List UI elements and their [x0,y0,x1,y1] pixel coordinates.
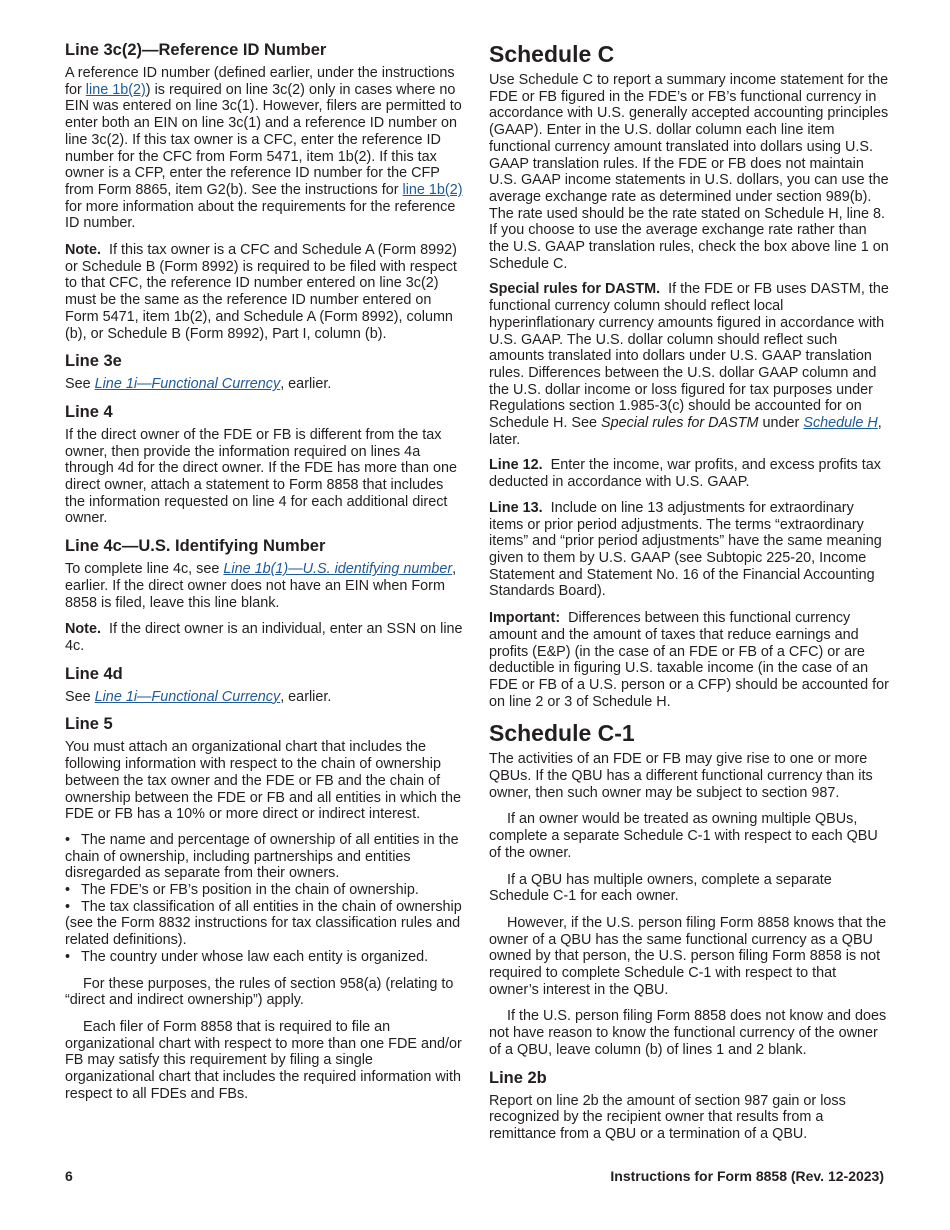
text: , earlier. If the direct owner does not have an EIN when Form 8858 is filed, leave this line blank. [65,561,457,611]
section-line-4c [65,537,465,655]
bullet-list [65,832,465,966]
heading-line-2b: Line 2b [489,1068,547,1087]
section-line-4 [65,403,465,527]
note-text: If this tax owner is a CFC and Schedule A (Form 8992) or Schedule B (Form 8992) is required to be filed with respect to that CFC, the reference ID number entered on line 3c(2) must be the same as the reference ID number entered on Form 5471, item 1b(2), and Schedule A (Form 8992), column (b), or Schedule B (Form 8992), Part I, column (b). [65,242,457,342]
paragraph-line-12 [489,457,889,490]
note-label: Note. [65,621,101,638]
page-number: 6 [65,1168,73,1184]
list-item-text: The FDE’s or FB’s position in the chain of ownership. [81,882,419,899]
paragraph-unknown-currency: If the U.S. person filing Form 8858 does not know and does not have reason to know the functional currency of the owner of a QBU, leave column (b) of lines 1 and 2 blank. [489,1008,887,1058]
list-item [65,832,465,882]
text: Differences between this functional currency amount and the amount of taxes that reduce earnings and profits (E&P) (in the case of an FDE or FB of a CFC) or are deductible in figuring U.S. taxable income (in the case of an FDE or FB of a U.S. person or a CFP) should be accounted for on line 2 or 3 of Schedule H. [489,610,889,710]
section-line-5 [65,715,465,1102]
paragraph-line-3c2 [65,65,465,232]
note-text: If the direct owner is an individual, enter an SSN on line 4c. [65,621,463,654]
paragraph-multiple-qbus: If an owner would be treated as owning multiple QBUs, complete a separate Schedule C-1 with respect to each QBU of the owner. [489,811,878,861]
paragraph-line-2b: Report on line 2b the amount of section 987 gain or loss recognized by the recipient owner that results from a remittance from a QBU or a termination of a QBU. [489,1092,846,1142]
footer-form-title: Instructions for Form 8858 (Rev. 12-2023) [610,1168,884,1184]
bullet-icon: • [65,948,71,965]
text: Enter the income, war profits, and excess profits tax deducted in accordance with U.S. GAAP. [489,457,881,491]
heading-line-3c2: Line 3c(2)—Reference ID Number [65,41,327,59]
note-line-3c2 [65,242,465,342]
note-label: Note. [65,242,101,259]
list-item [65,949,465,966]
heading-line-4c: Line 4c—U.S. Identifying Number [65,537,326,556]
text: , later. [489,415,882,448]
note-line-4c [65,621,465,654]
text: , earlier. [280,688,332,705]
text: A reference ID number (defined earlier, under the instructions for [65,65,455,98]
paragraph-line-13 [489,500,889,600]
text: under [758,415,804,432]
list-item-text: The name and percentage of ownership of all entities in the chain of ownership, including partnerships and entities disregarded as separate from their owners. [65,831,459,882]
paragraph-line-4: If the direct owner of the FDE or FB is different from the tax owner, then provide the information required on lines 4a through 4d for the direct owner. If the FDE has more than one direct owner, attach a statement to Form 8858 that includes the information requested on line 4 for each additional direct owner. [65,426,457,527]
link-functional-currency[interactable]: Line 1i—Functional Currency [94,376,281,393]
link-us-identifying-number[interactable]: Line 1b(1)—U.S. identifying number [223,561,453,578]
paragraph-multiple-owners: If a QBU has multiple owners, complete a separate Schedule C-1 for each owner. [489,871,832,905]
link-line-1b2-second[interactable]: line 1b(2) [402,181,463,198]
paragraph-line-5: You must attach an organizational chart that includes the following information with respect to the chain of ownership between the tax owner and the FDE or FB and the chain of ownership between the FDE or FB and all entities in which the FDE or FB has a 10% or more direct or indirect interest. [65,739,461,823]
italic-text: Special rules for DASTM [601,415,759,432]
paragraph-same-currency: However, if the U.S. person filing Form 8858 knows that the owner of a QBU has the same functional currency as a QBU owned by that person, the U.S. person filing Form 8858 is not required to complete Schedule C-1 with respect to that owner’s interest in the QBU. [489,914,887,998]
section-schedule-c [489,40,889,710]
text: To complete line 4c, see [65,561,224,578]
text: If the FDE or FB uses DASTM, the functional currency column should reflect local hyperinflationary currency amounts figured in accordance with U.S. GAAP. The U.S. dollar column should reflect such amounts translated into dollars under U.S. GAAP translation rules. Differences between the U.S. dollar GAAP column and the U.S. dollar income or loss figured for tax purposes under Regulations section 1.985-3(c) should be accounted for on Schedule H. See [489,281,889,432]
line-12-label: Line 12. [489,457,543,474]
paragraph-line-4c [65,561,465,611]
heading-line-4: Line 4 [65,402,113,421]
heading-line-3e: Line 3e [65,352,122,371]
list-item [65,899,465,949]
line-13-label: Line 13. [489,499,543,516]
left-column [65,41,465,1111]
list-item-text: The country under whose law each entity is organized. [81,948,429,965]
bullet-icon: • [65,882,71,899]
heading-schedule-c: Schedule C [489,41,615,67]
heading-line-4d: Line 4d [65,664,123,683]
right-column [489,40,889,1152]
text: ) is required on line 3c(2) only in cases where no EIN was entered on line 3c(1). However, filers are permitted to enter both an EIN on line 3c(1) and a reference ID number on line 3c(2). If this tax owner is a CFC, enter the reference ID number for the CFC from Form 5471, item 1b(2). If this tax owner is a CFP, enter the reference ID number for the CFP from Form 8865, item G2(b). See the instructions for [65,81,462,198]
important-label: Important: [489,610,561,627]
paragraph-schedule-c: Use Schedule C to report a summary income statement for the FDE or FB figured in the FDE’s or FB’s functional currency in accordance with U.S. generally accepted accounting principles (GAAP). Enter in the U.S. dollar column each line item functional currency amount translated into dollars using U.S. GAAP translation rules. If the FDE or FB does not maintain U.S. GAAP income statements in U.S. dollars, you can use the average exchange rate as determined under section 989(b). The rate used should be the rate stated on Schedule H, line 8. If you choose to use the average exchange rate rather than the U.S. GAAP translation rules, check the box above line 1 on Schedule C. [489,72,889,272]
heading-schedule-c1: Schedule C-1 [489,720,635,747]
text: for more information about the requirements for the reference ID number. [65,198,456,232]
paragraph-important [489,610,889,710]
heading-line-5: Line 5 [65,715,113,734]
paragraph-line-3e [65,376,465,393]
section-line-3e [65,352,465,393]
section-line-4d [65,665,465,706]
section-line-2b [489,1069,889,1143]
link-schedule-h[interactable]: Schedule H [803,415,878,432]
list-item-text: The tax classification of all entities in the chain of ownership (see the Form 8832 instructions for tax classification rules and related definitions). [65,898,462,949]
dastm-label: Special rules for DASTM. [489,281,661,298]
paragraph-line-5-filers: Each filer of Form 8858 that is required to file an organizational chart with respect to more than one FDE and/or FB may satisfy this requirement by filing a single organizational chart that includes the required information with respect to all FDEs and FBs. [65,1018,462,1102]
paragraph-dastm [489,281,889,448]
section-schedule-c1 [489,719,889,1058]
link-functional-currency-2[interactable]: Line 1i—Functional Currency [94,688,281,705]
paragraph-schedule-c1-intro: The activities of an FDE or FB may give rise to one or more QBUs. If the QBU has a different functional currency than its owner, then such owner may be subject to section 987. [489,751,873,801]
list-item [65,882,465,899]
paragraph-line-4d [65,689,465,706]
text: , earlier. [280,376,332,393]
paragraph-line-5-rules: For these purposes, the rules of section 958(a) (relating to “direct and indirect ownership”) apply. [65,975,454,1009]
text: Include on line 13 adjustments for extraordinary items or prior period adjustments. The terms “extraordinary items” and “prior period adjustments” have the same meaning given to them by U.S. GAAP (see Subtopic 225-20, Income Statement and Statement No. 16 of the Financial Accounting Standards Board). [489,499,882,600]
section-line-3c2 [65,41,465,342]
text: See [65,688,95,705]
link-line-1b2[interactable]: line 1b(2) [85,81,146,98]
bullet-icon: • [65,831,71,848]
bullet-icon: • [65,898,71,915]
text: See [65,376,95,393]
